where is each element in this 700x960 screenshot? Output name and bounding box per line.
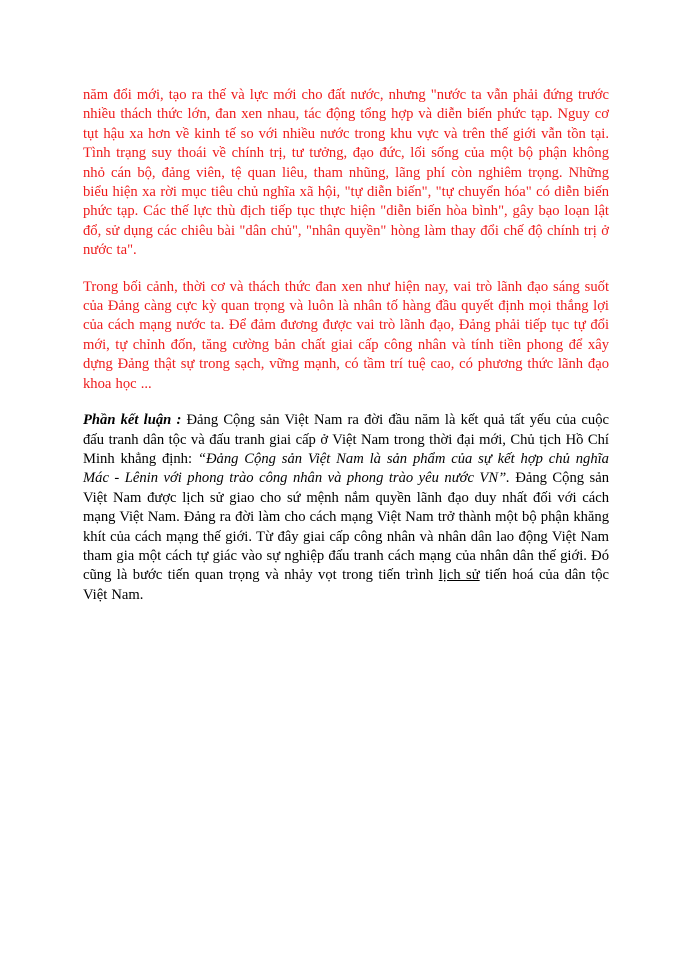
paragraph-conclusion [83,411,609,605]
conclusion-text-2: Đảng Cộng sản Việt Nam được lịch sử giao cho sứ mệnh nắm quyền lãnh đạo duy nhất đối với cách mạng Việt Nam. Đảng ra đời làm cho cách mạng Việt Nam trở thành một bộ phận khăng khít của cách mạng thế giới. Từ đây giai cấp công nhân và nhân dân lao động Việt Nam tham gia một cách tự giác vào sự nghiệp đấu tranh cách mạng của nhân dân thế giới. Đó cũng là bước tiến quan trọng và nhảy vọt trong tiến trình [83,470,609,584]
paragraph-challenges: năm đổi mới, tạo ra thế và lực mới cho đất nước, nhưng "nước ta vẫn phải đứng trước nhiều thách thức lớn, đan xen nhau, tác động tổng hợp và diễn biến phức tạp. Nguy cơ tụt hậu xa hơn về kinh tế so với nhiều nước trong khu vực và trên thế giới vẫn tồn tại. Tình trạng suy thoái về chính trị, tư tưởng, đạo đức, lối sống của một bộ phận không nhỏ cán bộ, đảng viên, tệ quan liêu, tham nhũng, lãng phí còn nghiêm trọng. Những biểu hiện xa rời mục tiêu chủ nghĩa xã hội, "tự diễn biến", "tự chuyển hóa" có diễn biến phức tạp. Các thế lực thù địch tiếp tục thực hiện "diễn biến hòa bình", gây bạo loạn lật đổ, sử dụng các chiêu bài "dân chủ", "nhân quyền" hòng làm thay đổi chế độ chính trị ở nước ta". [83,87,609,259]
conclusion-text-end: tiến hoá của dân tộc Việt Nam. [83,567,609,603]
document-body [83,86,609,622]
ho-chi-minh-quote: “Đảng Cộng sản Việt Nam là sản phẩm của sự kết hợp chủ nghĩa Mác - Lênin với phong trào công nhân và phong trào yêu nước VN”. [83,450,609,487]
conclusion-text-1: Đảng Cộng sản Việt Nam ra đời đầu năm là kết quả tất yếu của cuộc đấu tranh dân tộc và đấu tranh giai cấp ở Việt Nam trong thời đại mới, Chủ tịch Hồ Chí Minh khẳng định: [83,412,609,467]
conclusion-heading: Phần kết luận : [83,412,182,429]
paragraph-party-role: Trong bối cảnh, thời cơ và thách thức đan xen như hiện nay, vai trò lãnh đạo sáng suốt của Đảng càng cực kỳ quan trọng và luôn là nhân tố hàng đầu quyết định mọi thắng lợi của cách mạng nước ta. Để đảm đương được vai trò lãnh đạo, Đảng phải tiếp tục tự đổi mới, tự chỉnh đốn, tăng cường bản chất giai cấp công nhân và tính tiền phong để xây dựng Đảng thật sự trong sạch, vững mạnh, có tầm trí tuệ cao, có phương thức lãnh đạo khoa học ... [83,278,609,392]
lich-su-link[interactable]: lịch sử [438,567,480,584]
